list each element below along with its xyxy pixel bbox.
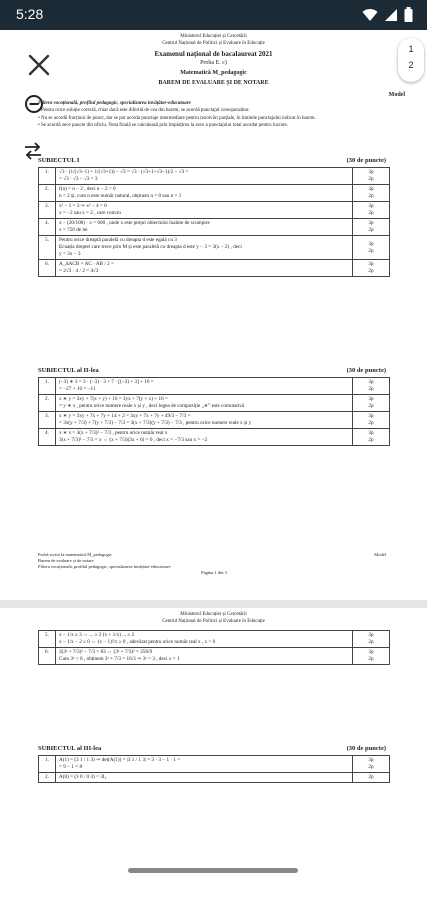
solution-cell [56, 236, 353, 260]
points-cell [353, 631, 390, 648]
points-cell [353, 260, 390, 277]
barem-table-s1 [38, 167, 390, 277]
section-title-3 [38, 745, 390, 752]
annotation-tool-button[interactable] [24, 94, 44, 114]
solution-line: y = 3x − 3 [59, 251, 81, 257]
solution-line: x ∗ y = 3xy + 7x + 7y + 14 + 2 = 3xy + 7x + 7y + 49/3 − 7/3 = [59, 413, 191, 419]
section-title-label: SUBIECTUL I [38, 157, 80, 164]
points-value: 2p [368, 764, 374, 770]
solution-cell [56, 219, 353, 236]
exam-title: Examenul național de bacalaureat 2021 [154, 50, 273, 58]
page-footer [38, 552, 390, 576]
table-row [39, 202, 390, 219]
status-time: 5:28 [16, 6, 44, 22]
item-number: 6. [39, 648, 56, 665]
points-cell [353, 202, 390, 219]
table-row [39, 219, 390, 236]
points-cell [353, 395, 390, 412]
solution-line: f(n) = n − 2 , deci n − 2 < 0 [59, 186, 116, 192]
points-cell [353, 756, 390, 773]
points-value: 2p [368, 386, 374, 392]
section-points: (30 de puncte) [346, 157, 386, 164]
table-row [39, 378, 390, 395]
table-row [39, 429, 390, 446]
item-number: 3. [39, 412, 56, 429]
solution-line: 3(3ˣ + 7/3)² − 7/3 = 83 ⇔ (3ˣ + 7/3)² = 256/9 [59, 649, 153, 655]
points-value: 3p [368, 757, 374, 763]
exam-proba: Proba E. c) [200, 60, 227, 66]
page-header-center: Centrul Național de Politici și Evaluare în Educație [162, 619, 265, 624]
points-value: 3p [368, 413, 374, 419]
solution-cell [56, 631, 353, 648]
points-value: 2p [368, 193, 374, 199]
points-value: 3p [368, 203, 374, 209]
solution-line: = √3 · √3 − √3 = 3 [59, 176, 98, 182]
footer-line: Filiera vocațională, profilul pedagogic, specializarea învățător-educatoare [38, 564, 171, 569]
close-button[interactable] [26, 52, 52, 78]
item-number: 4. [39, 429, 56, 446]
points-value: 2p [368, 774, 374, 780]
exam-subject: Matematică M_pedagogic [180, 70, 247, 76]
points-value: 2p [368, 227, 374, 233]
footer-model: Model [374, 552, 386, 557]
points-value: 2p [368, 437, 374, 443]
solution-line: x = −2 sau x = 2 , care convin [59, 210, 121, 216]
page-indicator-current: 1 [408, 44, 414, 54]
swap-arrows-icon [22, 140, 44, 162]
item-number: 2. [39, 773, 56, 783]
points-cell [353, 429, 390, 446]
solution-line: A(1) = (3 1 / 1 3) ⇒ det(A(1)) = |3 1 / 1 3| = 3 · 3 − 1 · 1 = [59, 757, 181, 763]
item-number: 2. [39, 395, 56, 412]
points-value: 3p [368, 261, 374, 267]
item-number: 1. [39, 168, 56, 185]
solution-line: = y ∗ x , pentru orice numere reale x și y , deci legea de compoziție „∗” este comutativă [59, 403, 245, 409]
solution-cell [56, 168, 353, 185]
table-row [39, 185, 390, 202]
table-row [39, 773, 390, 783]
table-row [39, 395, 390, 412]
general-notes [38, 100, 392, 130]
table-row [39, 236, 390, 260]
solution-line: x ∗ x = 3(x + 7/3)² − 7/3 , pentru orice număr real x [59, 430, 168, 436]
footer-page-number: Pagina 1 din 3 [201, 570, 227, 575]
barem-table-s2 [38, 377, 390, 446]
item-number: 6. [39, 260, 56, 277]
solution-line: x − 1/x − 2 ≥ 0 ⇔ (x − 1)²/x ≥ 0 , adevărat pentru orice număr real x , x > 0 [59, 639, 216, 645]
points-cell [353, 185, 390, 202]
item-number: 1. [39, 756, 56, 773]
notes-line: • Nu se acordă fracțiuni de punct, dar se pot acorda punctaje intermediare pentru rezolvări parțiale, în limitele punctajului indicat în barem. [38, 115, 316, 121]
solution-line: √3 · (1/(√3−1) + 1/(√3+1)) − √3 = √3 · (√3+1+√3−1)/2 − √3 = [59, 169, 189, 175]
solution-line: x ∗ y = 3xy + 7(x + y) + 16 = 3yx + 7(y + x) + 16 = [59, 396, 168, 402]
points-value: 3p [368, 430, 374, 436]
document-viewer[interactable] [0, 30, 427, 810]
table-row [39, 260, 390, 277]
solution-cell [56, 260, 353, 277]
barem-table-s3 [38, 755, 390, 783]
table-row [39, 648, 390, 665]
solution-line: A_ΔACB = AC · AB / 2 = [59, 261, 114, 267]
points-value: 2p [368, 639, 374, 645]
item-number: 2. [39, 185, 56, 202]
notes-line: • Pentru orice soluție corectă, chiar dacă este diferită de cea din barem, se acordă punctajul corespunzător. [38, 108, 250, 114]
solution-cell [56, 756, 353, 773]
solution-line: x − 1/x ≥ 3 ⇔ ... ≥ 2 (x + 1/x) ... ≥ 2 [59, 632, 135, 638]
points-cell [353, 412, 390, 429]
points-value: 2p [368, 656, 374, 662]
circle-minus-icon [24, 94, 44, 114]
barem-table-s2-cont [38, 630, 390, 665]
solution-cell [56, 185, 353, 202]
points-value: 3p [368, 186, 374, 192]
solution-line: x − (20/100) · x = 600 , unde x este prețul obiectului înainte de scumpire [59, 220, 210, 226]
item-number: 1. [39, 378, 56, 395]
notes-line: Filiera vocațională, profilul pedagogic, specializarea învățător-educatoare [38, 101, 191, 106]
navigation-bar [0, 810, 427, 900]
close-icon [26, 52, 52, 78]
section-title-label: SUBIECTUL al II-lea [38, 367, 99, 374]
model-label: Model [388, 92, 405, 98]
solution-line: x = 750 de lei [59, 227, 88, 233]
points-value: 3p [368, 632, 374, 638]
page-header-ministry: Ministerul Educației și Cercetării [180, 34, 247, 39]
points-cell [353, 773, 390, 783]
points-cell [353, 168, 390, 185]
points-value: 3p [368, 379, 374, 385]
document-page-2 [0, 608, 427, 810]
table-row [39, 412, 390, 429]
solution-line: (−3) ∗ 3 = 3 · (−3) · 3 + 7 · [(−3) + 3] + 16 = [59, 379, 154, 385]
solution-line: = 3x(y + 7/3) + 7(y + 7/3) − 7/3 = 3(x + 7/3)(y + 7/3) − 7/3 , pentru orice numere reale x și y [59, 420, 252, 426]
page-indicator-next: 2 [408, 60, 414, 70]
points-value: 2p [368, 268, 374, 274]
table-row [39, 756, 390, 773]
section-title-2 [38, 367, 390, 374]
section-points: (30 de puncte) [346, 745, 386, 752]
footer-line: Barem de evaluare și de notare [38, 558, 94, 563]
status-icons [362, 7, 413, 22]
battery-icon [404, 7, 413, 22]
solution-line: = 9 − 1 = 8 [59, 764, 83, 770]
solution-line: Cum 3ˣ > 0 , obținem 3ˣ + 7/3 = 16/3 ⇒ 3ˣ = 3 , deci x = 1 [59, 656, 180, 662]
points-value: 2p [368, 403, 374, 409]
solution-line: = −27 + 16 = −11 [59, 386, 96, 392]
solution-cell [56, 395, 353, 412]
swap-direction-button[interactable] [22, 140, 44, 162]
document-page-1 [0, 30, 427, 600]
item-number: 5. [39, 631, 56, 648]
points-value: 2p [368, 420, 374, 426]
points-value: 3p [368, 396, 374, 402]
solution-line: n < 2 și, cum n este număr natural, obținem n = 0 sau n = 1 [59, 193, 182, 199]
signal-icon [384, 8, 398, 22]
section-title-label: SUBIECTUL al III-lea [38, 745, 102, 752]
points-value: 3p [368, 649, 374, 655]
item-number: 4. [39, 219, 56, 236]
solution-line: 3(x + 7/3)² − 7/3 = x ⇔ (x + 7/3)(3x + 6) = 0 , deci x = −7/3 sau x = −2 [59, 437, 208, 443]
wifi-icon [362, 8, 378, 22]
points-cell [353, 236, 390, 260]
item-number: 3. [39, 202, 56, 219]
points-value: 2p [368, 210, 374, 216]
solution-cell [56, 773, 353, 783]
points-cell [353, 648, 390, 665]
page-header-center: Centrul Național de Politici și Evaluare în Educație [162, 41, 265, 46]
barem-title: BAREM DE EVALUARE ȘI DE NOTARE [158, 80, 269, 86]
section-title-1 [38, 157, 390, 164]
solution-cell [56, 202, 353, 219]
footer-line: Probă scrisă la matematică M_pedagogic [38, 552, 112, 557]
section-points: (30 de puncte) [346, 367, 386, 374]
solution-line: = 2√3 · 4 / 2 = 4√3 [59, 268, 99, 274]
page-indicator[interactable] [398, 38, 424, 82]
table-row [39, 168, 390, 185]
item-number: 5. [39, 236, 56, 260]
points-cell [353, 378, 390, 395]
solution-line: A(0) = (3 0 / 0 3) = 3I₂ [59, 774, 107, 780]
status-bar [0, 0, 427, 30]
home-indicator[interactable] [128, 868, 298, 873]
solution-cell [56, 378, 353, 395]
points-value: 2p [368, 247, 374, 254]
table-row [39, 631, 390, 648]
solution-cell [56, 648, 353, 665]
solution-line: Pentru orice dreaptă paralelă cu dreapta d este egală cu 3 [59, 237, 177, 243]
points-value: 3p [368, 169, 374, 175]
page-header-ministry: Ministerul Educației și Cercetării [180, 612, 247, 617]
points-cell [353, 219, 390, 236]
solution-line: Ecuația dreptei care trece prin M și este paralelă cu dreapta d este y − 3 = 3(x − 2) , deci [59, 244, 242, 250]
solution-cell [56, 412, 353, 429]
solution-line: x² − 1 = 3 ⇒ x² − 4 = 0 [59, 203, 107, 209]
page-separator [0, 600, 427, 608]
solution-cell [56, 429, 353, 446]
notes-line: • Se acordă zece puncte din oficiu. Nota finală se calculează prin împărțirea la zece a punctajului total acordat pentru lucrare. [38, 123, 288, 129]
points-value: 3p [368, 240, 374, 247]
points-value: 3p [368, 220, 374, 226]
points-value: 2p [368, 176, 374, 182]
